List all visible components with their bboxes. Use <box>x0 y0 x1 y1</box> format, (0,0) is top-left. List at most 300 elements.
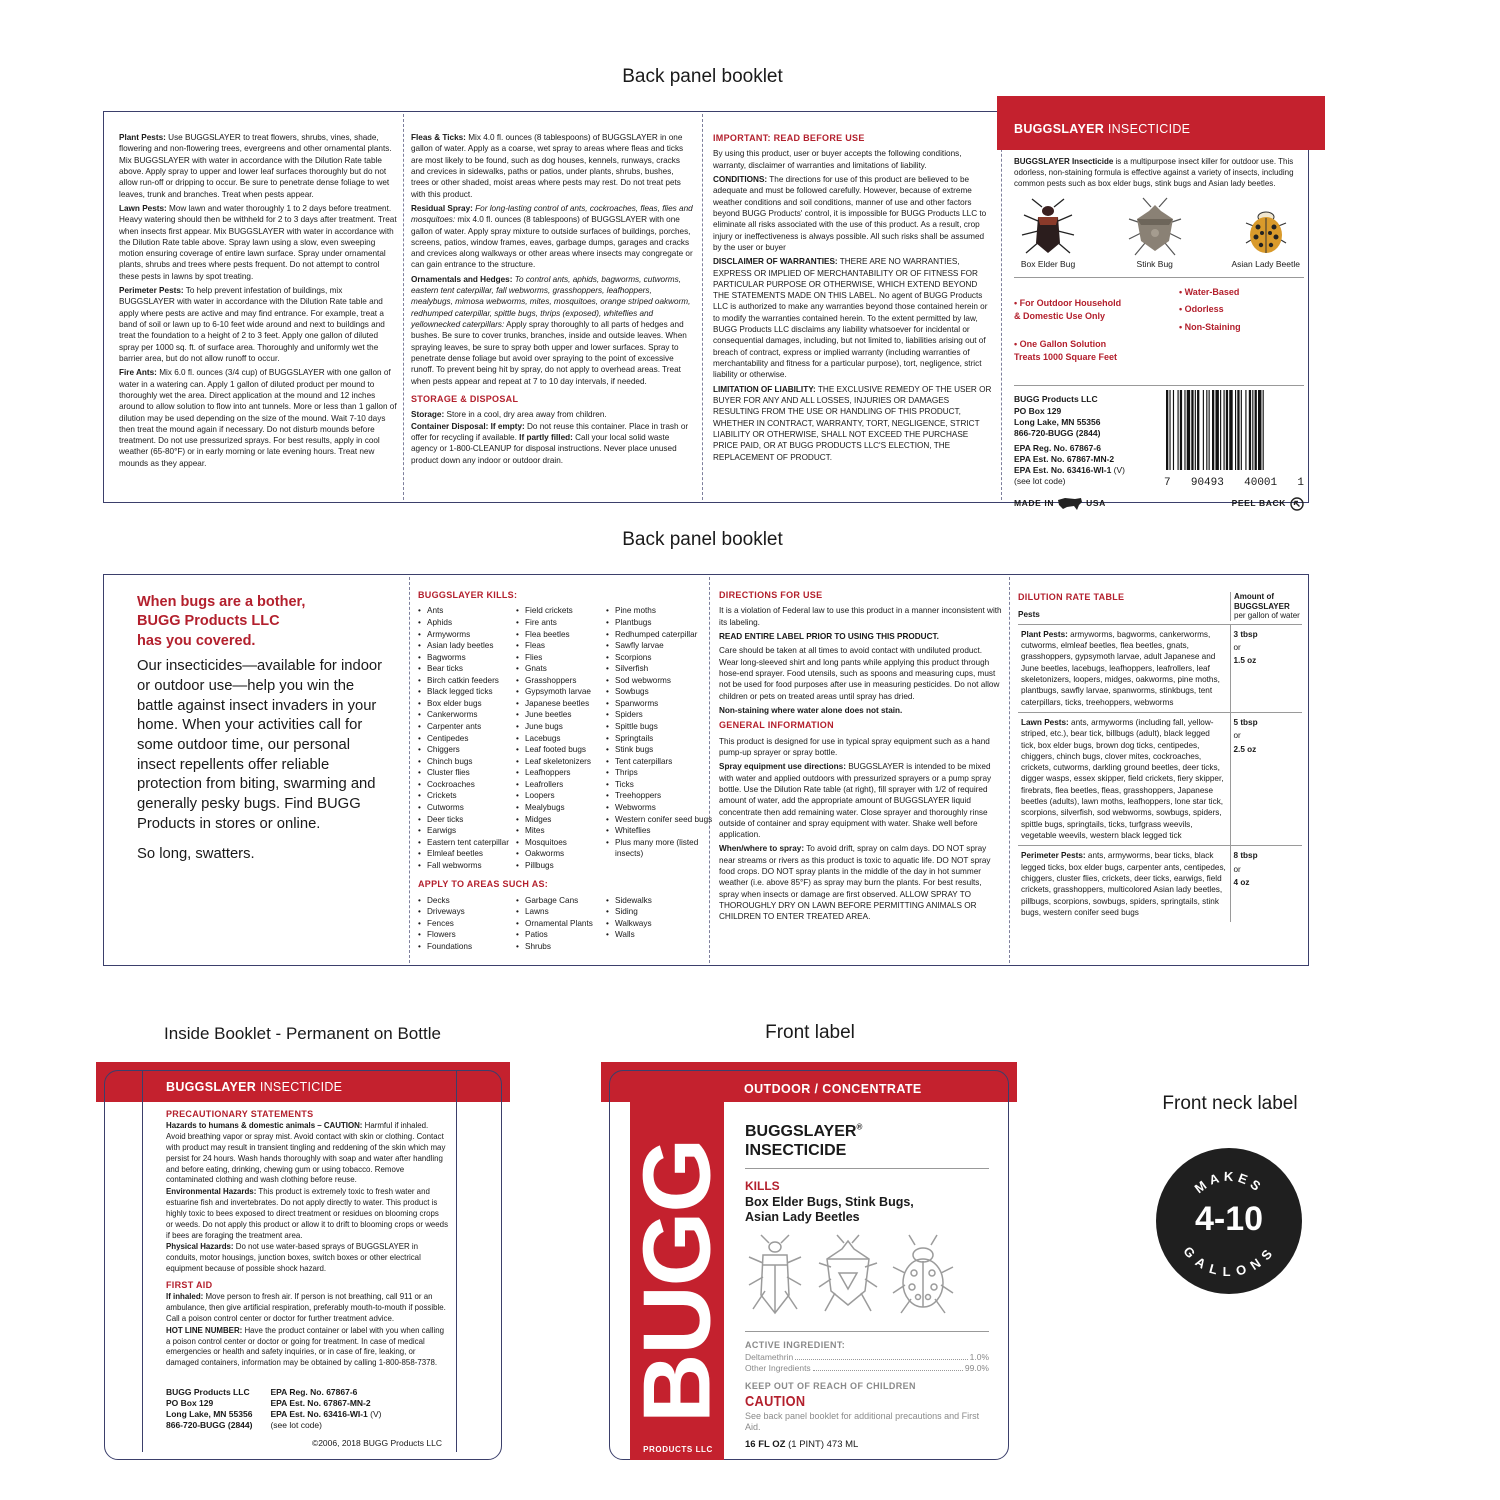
peel-arrow-icon <box>1290 497 1304 511</box>
ingredient-1-value: 1.0% <box>969 1352 989 1363</box>
dilution-pests-cell <box>1018 712 1230 845</box>
list-item: • Fleas <box>516 640 606 652</box>
list-item: • Carpenter ants <box>418 721 516 733</box>
hazards-humans-text: Harmful if inhaled. Avoid breathing vapor or spray mist. Avoid contact with skin or clothing. Contact with product may result in transient tingling and reddening of the skin which may persist for 24 hours. Wash hands thoroughly with soap and water after handling and before eating, drinking, chewing gum or using tobacco. Remove contaminated clothing and wash clothing before reuse. <box>166 1121 446 1185</box>
ornamentals-text: Apply spray thoroughly to all parts of hedges and bushes. Be sure to cover trunks, branches, inside and outside leaves. When spraying leaves, be sure to spray both upper and lower surfaces. Spray to penetrate dense foliage but avoid over spraying to the point of excessive runoff. To prevent being hit by spray, do not apply to overhead areas. Treat when pests appear and repeat at 7 to 10 day intervals, if needed. <box>411 320 687 386</box>
first-aid-heading: FIRST AID <box>166 1279 213 1290</box>
inside-company-name: BUGG Products LLC <box>166 1387 250 1398</box>
keep-out-of-reach: KEEP OUT OF REACH OF CHILDREN <box>745 1381 916 1392</box>
divider <box>745 1168 989 1169</box>
epa-reg-no: EPA Reg. No. 67867-6 <box>1014 442 1101 453</box>
booklet1-column-3 <box>713 132 993 496</box>
partly-filled-label: If partly filled: <box>516 432 573 442</box>
net-contents <box>745 1439 989 1450</box>
list-item: • Sawfly larvae <box>606 640 716 652</box>
front-neck-label-title: Front neck label <box>1162 1093 1298 1114</box>
barcode-bar <box>1212 390 1214 470</box>
list-item: • Webworms <box>606 802 716 814</box>
list-item: • Armyworms <box>418 629 516 641</box>
booklet2-marketing-column <box>137 593 387 959</box>
divider <box>1014 277 1304 278</box>
list-item: • Cockroaches <box>418 779 516 791</box>
list-item: • Sowbugs <box>606 686 716 698</box>
inside-brand-name: BUGGSLAYER <box>166 1080 257 1094</box>
dilution-table <box>1018 624 1302 923</box>
list-item: • Gnats <box>516 663 606 675</box>
usa-label: USA <box>1086 498 1106 508</box>
front-bug-outlines <box>745 1233 989 1319</box>
barcode-bar <box>1203 390 1204 470</box>
important-read-heading: IMPORTANT: READ BEFORE USE <box>713 133 865 143</box>
list-item: • Midges <box>516 814 606 826</box>
inside-epa-reg: EPA Reg. No. 67867-6 <box>270 1387 358 1398</box>
attr-water-based: • Water-Based <box>1179 286 1240 297</box>
list-item: • Eastern tent caterpillar <box>418 837 516 849</box>
amount-or: or <box>1233 864 1241 874</box>
list-item: • Chiggers <box>418 744 516 756</box>
caution-label: CAUTION <box>745 1393 806 1411</box>
list-item: • Plantbugs <box>606 617 716 629</box>
epa-est-no-1: EPA Est. No. 67867-MN-2 <box>1014 453 1115 464</box>
headline-line-1: When bugs are a bother, <box>137 594 306 610</box>
list-item: • Stink bugs <box>606 744 716 756</box>
list-item: • Chinch bugs <box>418 756 516 768</box>
list-item: • Gypsymoth larvae <box>516 686 606 698</box>
list-item: • Walls <box>606 929 716 941</box>
col1-paragraph-heading: Fire Ants: <box>119 368 157 378</box>
back-panel-title-1: Back panel booklet <box>622 66 783 87</box>
barcode-bar <box>1249 390 1251 470</box>
product-attributes <box>1014 286 1304 380</box>
list-item: • Bagworms <box>418 652 516 664</box>
list-item: • Walkways <box>606 918 716 930</box>
inside-booklet-title: Inside Booklet - Permanent on Bottle <box>164 1024 441 1043</box>
booklet1-column-4 <box>1014 156 1304 508</box>
barcode-bar <box>1263 390 1264 470</box>
booklet1-column-1 <box>119 132 397 496</box>
stink-bug-figure <box>1125 197 1185 271</box>
list-item: • Centipedes <box>418 733 516 745</box>
list-item: • Fall webworms <box>418 860 516 872</box>
list-item: • Asian lady beetles <box>418 640 516 652</box>
list-item: • Earwigs <box>418 825 516 837</box>
lot-code-note: (see lot code) <box>1014 476 1066 487</box>
back-panel-booklet-1 <box>103 111 1309 508</box>
fleas-ticks-heading: Fleas & Ticks: <box>411 133 466 142</box>
list-item: • Ants <box>418 605 516 617</box>
container-disposal-text: Do not reuse this container. Place in trash or offer for recycling if available. <box>411 421 689 442</box>
list-item: • Crickets <box>418 790 516 802</box>
if-inhaled-heading: If inhaled: <box>166 1292 204 1302</box>
ornamentals-heading: Ornamentals and Hedges: <box>411 274 513 284</box>
marketing-headline <box>137 593 387 651</box>
list-item: • June beetles <box>516 709 606 721</box>
hazards-humans-heading: Hazards to humans & domestic animals – CAUTION: <box>166 1121 363 1131</box>
barcode-bar <box>1184 390 1185 470</box>
front-label <box>601 1062 1017 1460</box>
inside-epa-v: (V) <box>367 1409 382 1420</box>
fold-line <box>403 114 404 500</box>
barcode-bar <box>1209 390 1210 470</box>
svg-text:MAKES <box>1192 1169 1267 1196</box>
list-item: • Grasshoppers <box>516 675 606 687</box>
barcode-digits-left: 90493 <box>1190 476 1224 489</box>
list-item: • Black legged ticks <box>418 686 516 698</box>
list-item: • Scorpions <box>606 652 716 664</box>
barcode-bar <box>1215 390 1218 470</box>
outdoor-concentrate-bar: OUTDOOR / CONCENTRATE <box>744 1082 922 1096</box>
kills-heading: BUGGSLAYER KILLS: <box>418 590 518 600</box>
list-item: • Mites <box>516 825 606 837</box>
dilution-amount-cell <box>1230 846 1302 922</box>
asian-lady-beetle-icon <box>1236 197 1296 259</box>
col1-paragraph-heading: Perimeter Pests: <box>119 286 184 296</box>
list-item: • Aphids <box>418 617 516 629</box>
neck-gallons-text: GALLONS <box>1180 1243 1278 1280</box>
amount-tbsp: 5 tbsp <box>1233 717 1258 727</box>
directions-read-label: READ ENTIRE LABEL PRIOR TO USING THIS PRODUCT. <box>719 632 939 642</box>
brand-desc-bold: BUGGSLAYER Insecticide <box>1014 157 1114 166</box>
list-item: • Springtails <box>606 733 716 745</box>
copyright: ©2006, 2018 BUGG Products LLC <box>311 1438 442 1449</box>
attr-odorless: • Odorless <box>1179 304 1224 315</box>
list-item: • Cutworms <box>418 802 516 814</box>
fold-line <box>702 114 703 500</box>
barcode-digit-first: 7 <box>1164 476 1171 489</box>
peel-back-tab[interactable] <box>1232 497 1304 511</box>
list-column <box>516 605 606 871</box>
dilution-row <box>1018 712 1302 845</box>
inside-epa <box>270 1387 381 1431</box>
attr-outdoor-use: • For Outdoor Household & Domestic Use Only <box>1014 298 1122 321</box>
neck-gallons-range: 4-10 <box>1194 1200 1264 1238</box>
brand-name: BUGGSLAYER <box>1014 122 1105 136</box>
physical-hazards-heading: Physical Hazards: <box>166 1242 234 1252</box>
environmental-hazards-text: This product is extremely toxic to fresh water and estuarine fish and invertebrates. Do not apply directly to water. This product is highly toxic to bees exposed to direct treatment or residues on blooming crops or weeds. Do not apply this product or allow it to drift to blooming crops or weeds if bees are foraging the treatment area. <box>166 1187 449 1240</box>
spray-equipment-text: BUGGSLAYER is intended to be mixed with water and applied outdoors with pressurized sprayers or a pump spray bottle. Use the Dilution Rate table (at right), fill sprayer with 1/2 of required amount of water, add the appropriate amount of BUGGSLAYER liquid concentrate then add remaining water. Close sprayer and thoroughly rinse outside of container and spray equipment with water. Shake well before application. <box>719 762 992 840</box>
dilution-amount-cell <box>1230 712 1302 845</box>
list-item: • Pillbugs <box>516 860 606 872</box>
product-name <box>745 1122 989 1160</box>
dilution-amount-cell <box>1230 624 1302 712</box>
list-item: • Western conifer seed bugs <box>606 814 716 826</box>
active-ingredient-heading: ACTIVE INGREDIENT: <box>745 1340 846 1351</box>
fold-line <box>409 577 410 963</box>
list-column <box>516 895 606 953</box>
list-item: • Sidewalks <box>606 895 716 907</box>
list-item: • Mealybugs <box>516 802 606 814</box>
made-in-label: MADE IN <box>1014 498 1055 508</box>
box-elder-bug-icon <box>1018 197 1078 259</box>
ingredients-list <box>745 1352 989 1374</box>
attr-one-gallon: • One Gallon Solution Treats 1000 Square Feet <box>1014 339 1118 362</box>
kills-label: KILLS <box>745 1179 780 1194</box>
inside-phone: 866-720-BUGG (2844) <box>166 1420 253 1431</box>
svg-text:GALLONS <box>1180 1244 1277 1279</box>
hotline-text: Have the product container or label with you when calling a poison control center or doctor or going for treatment. In case of medical emergencies or health and safety inquiries, or in case of fire, leaking, or damaged containers, information may be obtained by calling 1-800-858-7378. <box>166 1325 445 1368</box>
dilution-pest-type: Plant Pests: <box>1021 629 1068 639</box>
bugg-logo <box>623 1106 731 1446</box>
limitation-text: THE EXCLUSIVE REMEDY OF THE USER OR BUYER FOR ANY AND ALL LOSSES, INJURIES OR DAMAGES RESULTING FROM THE USE OR HANDLING OF THIS PRODUCT, WHETHER IN CONTRACT, WARRANTY, TORT, NEGLIGENCE, STRICT LIABILITY OR OTHERWISE, SHALL NOT EXCEED THE PURCHASE PRICE PAID, OR AT BUGG PRODUCTS LLC'S ELECTION, THE REPLACEMENT OF PRODUCT. <box>713 384 992 462</box>
booklet1-column-2 <box>411 132 694 496</box>
dilution-pest-list: ants, armyworms, bear ticks, black legged ticks, box elder bugs, carpenter ants, centipedes, chiggers, cluster flies, crickets, deer ticks, earwigs, field crickets, grasshoppers, multicolored Asian lady beetles, pillbugs, scorpions, sowbugs, spiders, springtails, stink bugs, western conifer seed bugs <box>1021 851 1226 917</box>
list-item: • Plus many more (listed insects) <box>606 837 716 860</box>
stink-bug-outline-icon <box>817 1233 879 1319</box>
list-item: • Lawns <box>516 906 606 918</box>
neck-label-circle <box>1156 1148 1302 1294</box>
barcode-bar <box>1220 390 1221 470</box>
storage-label: Storage: <box>411 410 445 420</box>
list-item: • Spanworms <box>606 698 716 710</box>
col1-paragraph <box>119 203 397 282</box>
epa-est-no-2: EPA Est. No. 63416-WI-1 <box>1014 465 1112 476</box>
company-address <box>1014 394 1125 490</box>
barcode-bar <box>1245 390 1246 470</box>
amount-oz: 4 oz <box>1233 877 1250 887</box>
stink-bug-caption: Stink Bug <box>1136 259 1173 270</box>
dilution-pest-type: Lawn Pests: <box>1021 717 1069 727</box>
barcode-bar <box>1206 390 1207 470</box>
list-item: • Driveways <box>418 906 516 918</box>
amount-oz: 1.5 oz <box>1233 656 1257 666</box>
list-item: • Pine moths <box>606 605 716 617</box>
ingredient-2-name: Other Ingredients <box>745 1363 811 1374</box>
col1-paragraph-heading: Plant Pests: <box>119 133 166 142</box>
amount-or: or <box>1233 643 1241 653</box>
inside-city: Long Lake, MN 55356 <box>166 1409 253 1420</box>
company-name: BUGG Products LLC <box>1014 394 1098 405</box>
list-item: • Treehoppers <box>606 790 716 802</box>
dilution-row <box>1018 846 1302 922</box>
back-panel-booklet-2 <box>103 574 1309 966</box>
list-item: • Deer ticks <box>418 814 516 826</box>
list-item: • Flea beetles <box>516 629 606 641</box>
partly-filled-text: Call your local solid waste agency or 1-800-CLEANUP for disposal instructions. Never place unused product down any indoor or outdoor drain. <box>411 432 677 465</box>
areas-list <box>418 895 708 953</box>
front-label-title: Front label <box>765 1022 855 1043</box>
inside-fold-right <box>456 1070 457 1452</box>
list-item: • Mosquitoes <box>516 837 606 849</box>
phone-number: 866-720-BUGG (2844) <box>1014 428 1101 439</box>
list-item: • Leaf skeletonizers <box>516 756 606 768</box>
barcode-bar <box>1195 390 1196 470</box>
kills-list <box>418 605 713 871</box>
barcode-bar <box>1197 390 1199 470</box>
dilution-row <box>1018 624 1302 712</box>
list-item: • Fire ants <box>516 617 606 629</box>
kills-target-line-2: Asian Lady Beetles <box>745 1210 860 1225</box>
booklet2-directions-column <box>719 587 1003 959</box>
list-column <box>606 605 716 871</box>
dilution-pests-cell <box>1018 624 1230 712</box>
list-item: • Fences <box>418 918 516 930</box>
list-item: • Cankerworms <box>418 709 516 721</box>
list-item: • Silverfish <box>606 663 716 675</box>
list-item: • Box elder bugs <box>418 698 516 710</box>
amount-header-sub: per gallon of water <box>1234 611 1300 621</box>
bugg-logo-text: BUGG <box>623 1139 731 1423</box>
list-item: • Garbage Cans <box>516 895 606 907</box>
barcode-bar <box>1224 390 1225 470</box>
inside-booklet-label <box>96 1062 510 1460</box>
dilution-pest-list: armyworms, bagworms, cankerworms, cutworms, elmleaf beetles, flea beetles, gnats, grasshoppers, gypsymoth larvae, adult Japanese and June beetles, lacebugs, leafhoppers, leafrollers, leaf skeletonizers, loopers, midges, oakworms, pine moths, plantbugs, sawfly larvae, spanworms, stinkbugs, tent caterpillars, ticks, treehoppers, webworms <box>1021 629 1220 707</box>
kills-target-line-1: Box Elder Bugs, Stink Bugs, <box>745 1195 914 1210</box>
conditions-heading: CONDITIONS: <box>713 175 768 185</box>
precautionary-heading: PRECAUTIONARY STATEMENTS <box>166 1109 314 1119</box>
directions-non-staining: Non-staining where water alone does not stain. <box>719 705 903 715</box>
fold-line <box>1001 114 1002 500</box>
list-column <box>418 605 516 871</box>
general-info-heading: GENERAL INFORMATION <box>719 720 834 731</box>
front-content <box>745 1122 989 1450</box>
box-elder-bug-outline-icon <box>745 1233 805 1319</box>
barcode-bar <box>1166 390 1168 470</box>
divider <box>745 1331 989 1332</box>
list-item: • Cluster flies <box>418 767 516 779</box>
list-item: • Lacebugs <box>516 733 606 745</box>
list-item: • Oakworms <box>516 848 606 860</box>
barcode-bar <box>1229 390 1232 470</box>
amount-tbsp: 3 tbsp <box>1233 629 1258 639</box>
po-box: PO Box 129 <box>1014 405 1062 416</box>
list-item: • Elmleaf beetles <box>418 848 516 860</box>
col1-paragraph <box>119 367 397 469</box>
barcode-bar <box>1241 390 1242 470</box>
back-panel-title-2: Back panel booklet <box>622 529 783 550</box>
fold-line <box>1009 577 1010 963</box>
list-item: • Decks <box>418 895 516 907</box>
inside-address <box>166 1387 252 1431</box>
barcode-digits-right: 40001 <box>1244 476 1278 489</box>
amount-header-label: Amount of BUGGSLAYER <box>1234 591 1290 611</box>
products-llc-text: PRODUCTS LLC <box>643 1445 713 1454</box>
storage-disposal-heading: STORAGE & DISPOSAL <box>411 393 519 404</box>
brand-header-bar <box>997 96 1325 150</box>
list-item: • Japanese beetles <box>516 698 606 710</box>
barcode-bar <box>1173 390 1174 470</box>
marketing-signoff: So long, swatters. <box>137 846 255 863</box>
epa-v: (V) <box>1111 465 1126 476</box>
when-where-text: To avoid drift, spray on calm days. DO NOT spray near streams or rivers as this product is toxic to aquatic life. DO NOT spray food crops. DO NOT spray plants in the middle of the day in hot summer weather (i.e. above 85°F) as spray may burn the plants. For best results, spray when insects or damage are first observed. ALLOW SPRAY TO THOROUGHLY DRY ON LAWN BEFORE PERMITTING ANIMALS OR CHILDREN TO ENTER TREATED AREA. <box>719 844 991 922</box>
lady-beetle-outline-icon <box>891 1233 955 1319</box>
city-state-zip: Long Lake, MN 55356 <box>1014 416 1101 427</box>
usa-map-icon <box>1057 497 1083 511</box>
dilution-pests-header: Pests <box>1018 610 1040 620</box>
ornamentals-italic: To control ants, aphids, bagworms, cutworms, eastern tent caterpillar, fall webworms, grasshoppers, leafhoppers, mealybugs, mimosa webworms, mites, mosquitoes, orange striped oakworm, redhumped caterpillar, spittle bugs, thrips (exposed), whiteflies and yellownecked caterpillars: <box>411 274 691 329</box>
headline-line-2: BUGG Products LLC <box>137 613 280 630</box>
amount-tbsp: 8 tbsp <box>1233 851 1258 861</box>
barcode-bar <box>1180 390 1182 470</box>
col1-paragraph-text: To help prevent infestation of buildings, mix BUGGSLAYER with water in accordance with the Dilution Rate table and apply where pests are active and may find entrance. For example, treat a band of soil or lawn up to 6-10 feet wide around and next to buildings and treat the foundation to a height of 2 to 3 feet. Apply one gallon of diluted spray per 1000 sq. ft. of surface area. Thoroughly and uniformly wet the barrier area, but do not allow runoff to occur. <box>119 286 385 363</box>
list-item: • Birch catkin feeders <box>418 675 516 687</box>
barcode-bar <box>1258 390 1261 470</box>
list-item: • Thrips <box>606 767 716 779</box>
col1-paragraph-text: Mow lawn and water thoroughly 1 to 2 days before treatment. Heavy watering should then be withheld for 2 to 3 days after treatment. Treat when insects first appear. Mix BUGGSLAYER with water in accordance with the Dilution Rate table above. Spray lawn using a slow, even sweeping motion ensuring coverage of entire lawn surface. Spray under ornamental plants, shrubs and trees where pests frequent. Do not attempt to control these pests in lawns by spot treating. <box>119 203 397 281</box>
asian-lady-beetle-figure <box>1231 197 1300 271</box>
list-item: • Leafrollers <box>516 779 606 791</box>
inside-lot-note: (see lot code) <box>270 1420 322 1431</box>
container-disposal-label: Container Disposal: If empty: <box>411 421 525 431</box>
list-item: • Ornamental Plants <box>516 918 606 930</box>
list-item: • Flies <box>516 652 606 664</box>
barcode-bar <box>1169 390 1170 470</box>
list-item: • Foundations <box>418 941 516 953</box>
inside-brand <box>166 1080 342 1094</box>
col1-paragraph-text: Mix 6.0 fl. ounces (3/4 cup) of BUGGSLAYER with one gallon of water in a watering can. Apply 1 gallon of diluted product per mound to thoroughly wet the area. Direct application at the mound and 12 inches around to allow solution to flow into ant tunnels. More or less than 1 gallon of dilution may be used depending on the size of the mound. Wait 7-10 days then treat the mound again if necessary. Do not disturb mounds before treatment. Do not use pressurized sprays. For best results, apply in cool weather (65-80°F) or in early morning or late evening hours. Treat new mounds as they appear. <box>119 368 397 468</box>
brand-desc-text: is a multipurpose insect killer for outdoor use. This odorless, non-staining formula is effective against a variety of insects, including common pests such as box elder bugs, stink bugs and Asian lady beetles. <box>1014 157 1294 189</box>
environmental-hazards-heading: Environmental Hazards: <box>166 1187 257 1197</box>
col1-paragraph <box>119 132 397 200</box>
barcode-bar <box>1255 390 1257 470</box>
barcode-bars <box>1164 390 1304 474</box>
dilution-amount-header <box>1230 592 1302 621</box>
barcode-bar <box>1252 390 1253 470</box>
residual-spray-heading: Residual Spray: <box>411 203 473 213</box>
product-name-line2: INSECTICIDE <box>745 1142 847 1160</box>
booklet2-kills-column <box>418 587 713 959</box>
amount-or: or <box>1233 731 1241 741</box>
list-column <box>418 895 516 953</box>
fleas-ticks-text: Mix 4.0 fl. ounces (8 tablespoons) of BUGGSLAYER in one gallon of water. Apply as a coarse, wet spray to areas where fleas and ticks are most likely to be found, such as dog houses, kennels, runways, cracks and crevices in sidewalks, paths or patios, under plants, shrubs, bushes, trees or other shaded, moist areas where pests may rest. Do not treat pets with this product. <box>411 133 684 199</box>
dilution-pest-list: ants, armyworms (including fall, yellow-striped, etc.), bear tick, billbugs (adult), black legged tick, box elder bugs, brown dog ticks, centipedes, chiggers, chinch bugs, clover mites, cockroaches, crickets, cutworms, darkling ground beetles, deer ticks, digger wasps, essex skipper, field crickets, fiery skipper, firebrats, flea beetles, fleas, grasshoppers, Japanese beetles (adults), lawn moths, leafhoppers, lone star tick, scorpions, silverfish, sod webworms, sowbugs, spiders, spittle bugs, springtails, ticks, turfgrass weevils, vegetable weevils, western black legged tick <box>1021 717 1224 841</box>
limitation-heading: LIMITATION OF LIABILITY: <box>713 384 816 394</box>
inside-fold-left <box>142 1070 143 1452</box>
col1-paragraph <box>119 285 397 364</box>
ingredient-1-name: Deltamethrin <box>745 1352 794 1363</box>
when-where-heading: When/where to spray: <box>719 844 805 854</box>
dilution-table-heading: DILUTION RATE TABLE <box>1018 592 1125 602</box>
list-item: • Redhumped caterpillar <box>606 629 716 641</box>
barcode-bar <box>1237 390 1239 470</box>
barcode-bar <box>1191 390 1193 470</box>
list-item: • Patios <box>516 929 606 941</box>
storage-text: Store in a cool, dry area away from children. <box>444 410 607 420</box>
spray-equipment-heading: Spray equipment use directions: <box>719 762 846 772</box>
directions-care: Care should be taken at all times to avoid contact with undiluted product. Wear long-sleeved shirt and long pants while applying this product through hose-end sprayer. Food utensils, such as spoons and measuring cups, must not be used for food purposes after use in measuring pesticides. Do not allow children or pets on treated areas until spray has dried. <box>719 646 1000 701</box>
hotline-heading: HOT LINE NUMBER: <box>166 1325 243 1335</box>
list-item: • Tent caterpillars <box>606 756 716 768</box>
neck-makes-text: MAKES <box>1191 1168 1267 1197</box>
list-item: • Leaf footed bugs <box>516 744 606 756</box>
made-in-usa <box>1014 497 1106 511</box>
registered-mark: ® <box>856 1122 863 1132</box>
net-contents-bold: 16 FL OZ <box>745 1439 786 1451</box>
general-info-text: This product is designed for use in typical spray equipment such as a hand pump-up sprayer or spray bottle. <box>719 736 990 757</box>
physical-hazards-text: Do not use water-based sprays of BUGGSLAYER in conduits, motor housings, junction boxes, switch boxes or other electrical equipment because of possible shock hazard. <box>166 1242 421 1274</box>
dilution-pests-cell <box>1018 846 1230 922</box>
list-item: • Flowers <box>418 929 516 941</box>
barcode-bar <box>1187 390 1190 470</box>
inside-brand-type: INSECTICIDE <box>256 1080 343 1094</box>
amount-oz: 2.5 oz <box>1233 744 1257 754</box>
dilution-pest-type: Perimeter Pests: <box>1021 851 1086 861</box>
barcode-bar <box>1226 390 1228 470</box>
brand-type: INSECTICIDE <box>1104 122 1191 136</box>
list-item: • Sod webworms <box>606 675 716 687</box>
list-item: • Spittle bugs <box>606 721 716 733</box>
inside-po-box: PO Box 129 <box>166 1398 214 1409</box>
stink-bug-icon <box>1125 197 1185 259</box>
disclaimer-text: THERE ARE NO WARRANTIES, EXPRESS OR IMPLIED OF MERCHANTABILITY OR OF FITNESS FOR PARTICULAR PURPOSE OR OTHERWISE, WHICH EXTEND BEYOND THE STATEMENTS MADE ON THIS LABEL. No agent of BUGG Products LLC is authorized to make any warranties beyond those contained herein or to modify the warranties contained herein. To the extent permitted by law, BUGG Products LLC disclaims any liability whatsoever for incidental or consequential damages, including, but not limited to, liabilities arising out of breach of contract, express or implied warranty (including warranties of merchantability and fitness for a particular purpose), tort, negligence, strict liability or otherwise. <box>713 257 988 380</box>
list-item: • Bear ticks <box>418 663 516 675</box>
important-intro: By using this product, user or buyer accepts the following conditions, warranty, disclaimer of warranties and limitations of liability. <box>713 149 962 170</box>
inside-epa-est-2: EPA Est. No. 63416-WI-1 <box>270 1409 368 1420</box>
list-item: • Field crickets <box>516 605 606 617</box>
list-item: • Siding <box>606 906 716 918</box>
see-back-panel-note: See back panel booklet for additional precautions and First Aid. <box>745 1411 980 1433</box>
box-elder-bug-caption: Box Elder Bug <box>1020 259 1076 270</box>
attr-non-staining: • Non-Staining <box>1179 321 1241 332</box>
